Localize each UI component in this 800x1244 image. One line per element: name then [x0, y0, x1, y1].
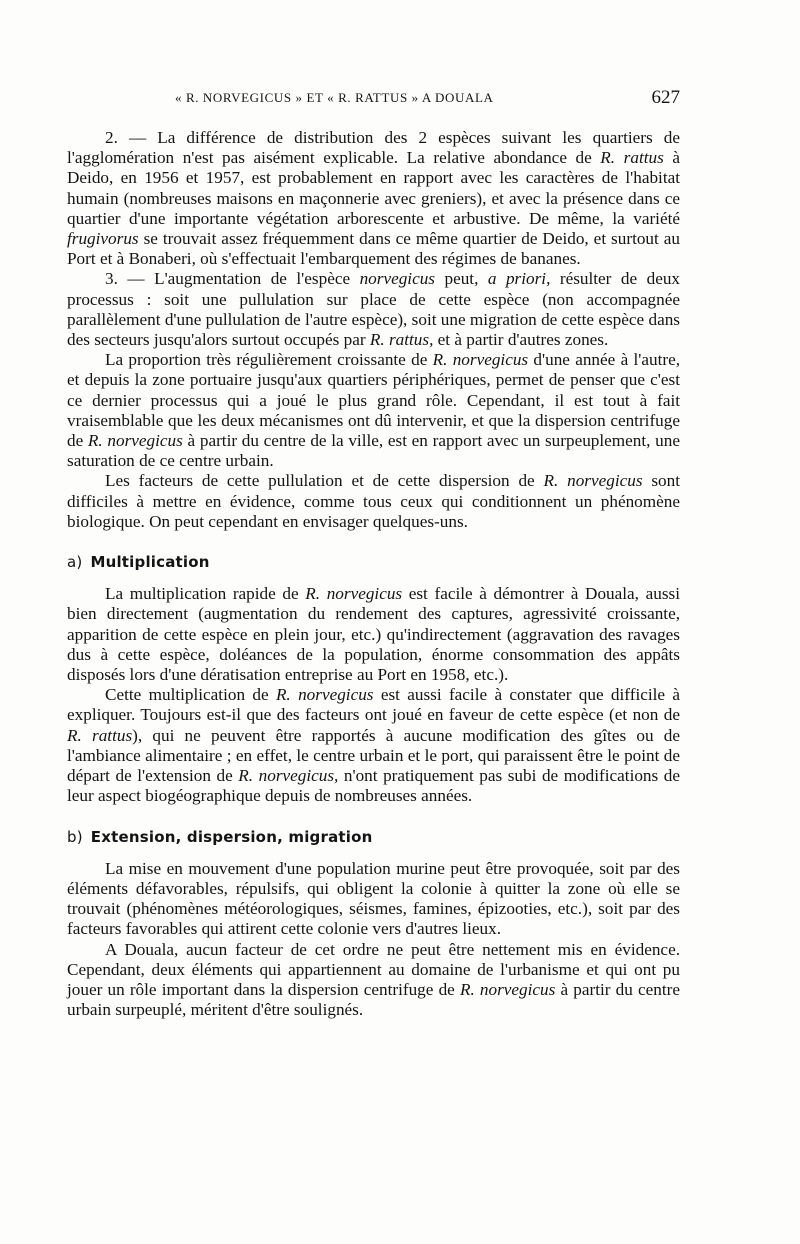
paragraph-3: 3. — L'augmentation de l'espèce norvegicus peut, a priori, résulter de deux processus : soit une pullulation sur place de cette espèce (non accompagnée parallèlement d'une pullulation de l'autre espèce), soit une migration de cette espèce dans des secteurs jusqu'alors surtout occupés par R. rattus, et à partir d'autres zones.: [67, 269, 681, 350]
paragraph-a2: Cette multiplication de R. norvegicus est aussi facile à constater que difficile à expliquer. Toujours est-il que des facteurs ont joué en faveur de cette espèce (et non de R. rattus), qui ne peuvent être rapportés à aucune modification des gîtes ou de l'ambiance alimentaire ; en effet, le centre urbain et le port, qui paraissent être le point de départ de l'extension de R. norvegicus, n'ont pratiquement pas subi de modifications de leur aspect biogéographique depuis de nombreuses années.: [67, 685, 680, 806]
running-title: « R. NORVEGICUS » ET « R. RATTUS » A DOUALA: [175, 90, 494, 105]
paragraph-2: 2. — La différence de distribution des 2 espèces suivant les quartiers de l'agglomération n'est pas aisément explicable. La relative abondance de R. rattus à Deido, en 1956 et 1957, est probablement en rapport avec les caractères de l'habitat humain (nombreuses maisons en maçonnerie avec greniers), et avec la présence dans ce quartier d'une importante végétation arborescente et arbustive. De même, la variété frugivorus se trouvait assez fréquemment dans ce même quartier de Deido, et surtout au Port et à Bonaberi, où s'effectuait l'embarquement des régimes de bananes.: [67, 128, 681, 269]
paragraph-5: Les facteurs de cette pullulation et de cette dispersion de R. norvegicus sont difficiles à mettre en évidence, comme tous ceux qui conditionnent un phénomène biologique. On peut cependant en envisager quelques-uns.: [67, 471, 680, 531]
paragraph-4: La proportion très régulièrement croissante de R. norvegicus d'une année à l'autre, et depuis la zone portuaire jusqu'aux quartiers périphériques, permet de penser que c'est ce dernier processus qui a joué le plus grand rôle. Cependant, il est tout à fait vraisemblable que les deux mécanismes ont dû intervenir, et que la dispersion centrifuge de R. norvegicus à partir du centre de la ville, est en rapport avec un surpeuplement, une saturation de ce centre urbain.: [67, 350, 681, 471]
paragraph-b1: La mise en mouvement d'une population murine peut être provoquée, soit par des éléments défavorables, répulsifs, qui obligent la colonie à quitter la zone où elle se trouvait (phénomènes météorologiques, séismes, famines, épizooties, etc.), soit par des facteurs favorables qui attirent cette colonie vers d'autres lieux.: [67, 858, 680, 939]
running-header: [175, 87, 680, 108]
body-text: [67, 128, 680, 1020]
paragraph-a1: La multiplication rapide de R. norvegicus est facile à démontrer à Douala, aussi bien directement (augmentation du rendement des captures, agressivité croissante, apparition de cette espèce en plein jour, etc.) qu'indirectement (aggravation des ravages dus à cette espèce, doléances de la population, énorme consommation des appâts disposés lors d'une dératisation entreprise au Port en 1958, etc.).: [67, 584, 680, 685]
paragraph-b2: A Douala, aucun facteur de cet ordre ne peut être nettement mis en évidence. Cependant, deux éléments qui appartiennent au domaine de l'urbanisme et qui ont pu jouer un rôle important dans la dispersion centrifuge de R. norvegicus à partir du centre urbain surpeuplé, méritent d'être soulignés.: [67, 939, 680, 1020]
section-heading-multiplication: a) Multiplication: [67, 553, 210, 572]
section-heading-extension: b) Extension, dispersion, migration: [67, 827, 373, 846]
page-number: 627: [651, 87, 680, 108]
